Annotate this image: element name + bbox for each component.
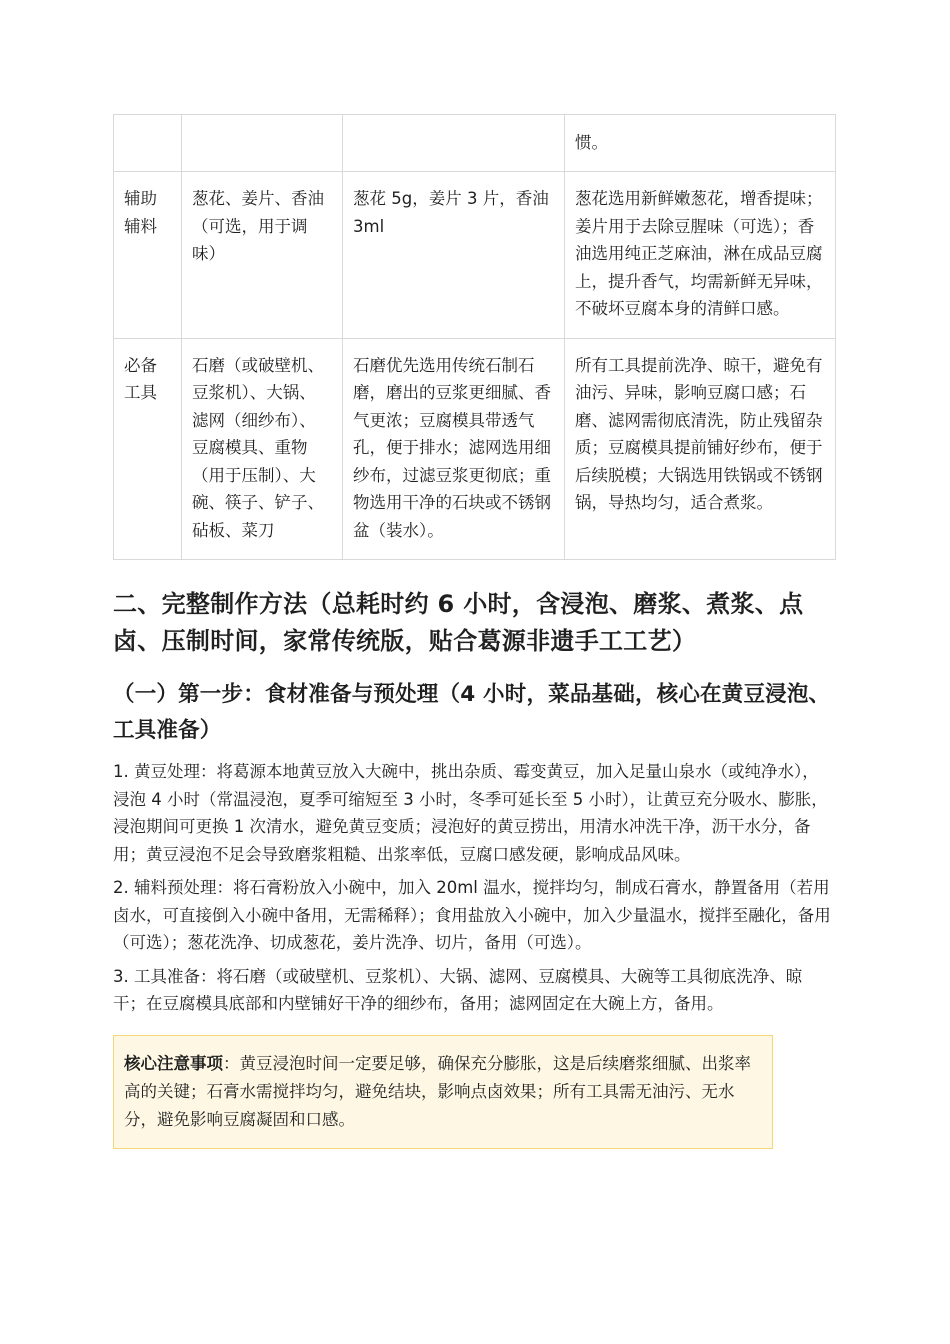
document-page — [113, 114, 835, 1149]
step-heading: （一）第一步：食材准备与预处理（4 小时，菜品基础，核心在黄豆浸泡、工具准备） — [113, 682, 831, 743]
table-row — [114, 172, 836, 339]
step-paragraph: 2. 辅料预处理：将石膏粉放入小碗中，加入 20ml 温水，搅拌均匀，制成石膏水，静置备用（若用卤水，可直接倒入小碗中备用，无需稀释）；食用盐放入小碗中，加入少量温水，搅拌至融化，备用（可选）；葱花洗净、切成葱花，姜片洗净、切片，备用（可选）。 — [113, 878, 831, 952]
table-cell: 石磨（或破壁机、豆浆机）、大锅、滤网（细纱布）、豆腐模具、重物（用于压制）、大碗、筷子、铲子、砧板、菜刀 — [182, 338, 343, 560]
table-cell: 石磨优先选用传统石制石磨，磨出的豆浆更细腻、香气更浓；豆腐模具带透气孔，便于排水；滤网选用细纱布，过滤豆浆更彻底；重物选用干净的石块或不锈钢盆（装水）。 — [343, 338, 565, 560]
table-cell: 葱花 5g，姜片 3 片，香油 3ml — [343, 172, 565, 339]
step-paragraph: 3. 工具准备：将石磨（或破壁机、豆浆机）、大锅、滤网、豆腐模具、大碗等工具彻底洗净、晾干；在豆腐模具底部和内壁铺好干净的细纱布，备用；滤网固定在大碗上方，备用。 — [113, 966, 803, 1013]
table-cell-category: 必备工具 — [114, 338, 182, 560]
table-cell — [182, 115, 343, 172]
table-row — [114, 115, 836, 172]
table-cell: 葱花选用新鲜嫩葱花，增香提味；姜片用于去除豆腥味（可选）；香油选用纯正芝麻油，淋在成品豆腐上，提升香气，均需新鲜无异味，不破坏豆腐本身的清鲜口感。 — [565, 172, 836, 339]
table-cell — [343, 115, 565, 172]
table-cell — [114, 115, 182, 172]
table-cell-category: 辅助辅料 — [114, 172, 182, 339]
materials-table — [113, 114, 836, 560]
table-row — [114, 338, 836, 560]
step-paragraph: 1. 黄豆处理：将葛源本地黄豆放入大碗中，挑出杂质、霉变黄豆，加入足量山泉水（或纯净水），浸泡 4 小时（常温浸泡，夏季可缩短至 3 小时，冬季可延长至 5 小时），让黄豆充分吸水、膨胀，浸泡期间可更换 1 次清水，避免黄豆变质；浸泡好的黄豆捞出，用清水冲洗干净，沥干水分，备用；黄豆浸泡不足会导致磨浆粗糙、出浆率低，豆腐口感发硬，影响成品风味。 — [113, 762, 828, 864]
table-cell: 所有工具提前洗净、晾干，避免有油污、异味，影响豆腐口感；石磨、滤网需彻底清洗，防止残留杂质；豆腐模具提前铺好纱布，便于后续脱模；大锅选用铁锅或不锈钢锅，导热均匀，适合煮浆。 — [565, 338, 836, 560]
section-heading: 二、完整制作方法（总耗时约 6 小时，含浸泡、磨浆、煮浆、点卤、压制时间，家常传统版，贴合葛源非遗手工工艺） — [113, 590, 804, 655]
note-label: 核心注意事项 — [124, 1053, 223, 1073]
step-list — [113, 758, 835, 1018]
table-cell: 葱花、姜片、香油（可选，用于调味） — [182, 172, 343, 339]
table-cell: 惯。 — [565, 115, 836, 172]
note-text: ：黄豆浸泡时间一定要足够，确保充分膨胀，这是后续磨浆细腻、出浆率高的关键；石膏水需搅拌均匀，避免结块，影响点卤效果；所有工具需无油污、无水分，避免影响豆腐凝固和口感。 — [124, 1053, 751, 1129]
key-notes-callout — [113, 1035, 773, 1149]
